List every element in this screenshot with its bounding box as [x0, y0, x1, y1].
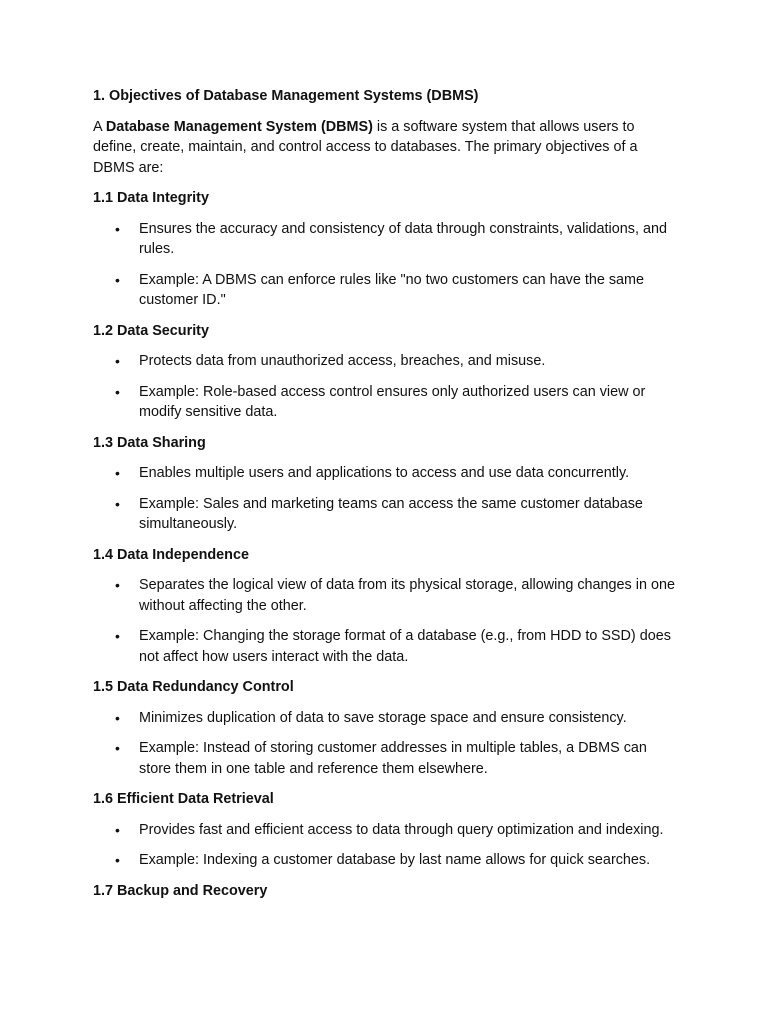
section-heading: 1.3 Data Sharing	[93, 434, 206, 451]
section-heading: 1.4 Data Independence	[93, 546, 249, 563]
section-heading: 1.1 Data Integrity	[93, 190, 209, 206]
bullet-list	[93, 219, 678, 311]
page-title: 1. Objectives of Database Management Systems (DBMS)	[93, 88, 479, 104]
list-item	[93, 351, 678, 372]
list-item-text: Example: Changing the storage format of a database (e.g., from HDD to SSD) does not affect how users interact with the data.	[139, 628, 671, 665]
list-item-text: Separates the logical view of data from its physical storage, allowing changes in one without affecting the other.	[139, 577, 675, 614]
list-item-text: Minimizes duplication of data to save storage space and ensure consistency.	[139, 709, 627, 726]
list-item	[93, 270, 678, 311]
intro-rest: is a software system that allows users to define, create, maintain, and control access to databases. The primary objectives of a DBMS are:	[93, 118, 638, 176]
list-item	[93, 463, 678, 484]
list-item	[93, 738, 678, 779]
list-item	[93, 382, 678, 423]
bullet-icon: •	[115, 220, 120, 237]
bullet-icon: •	[115, 821, 120, 838]
list-item	[93, 219, 678, 260]
list-item-text: Example: Role-based access control ensures only authorized users can view or modify sensitive data.	[139, 383, 646, 420]
intro-bold-term: Database Management System (DBMS)	[105, 118, 373, 135]
document-page	[93, 86, 678, 911]
bullet-list	[93, 575, 678, 667]
list-item	[93, 708, 678, 729]
list-item-text: Example: Indexing a customer database by last name allows for quick searches.	[139, 852, 651, 868]
list-item-text: Example: Instead of storing customer addresses in multiple tables, a DBMS can store them in one table and reference them elsewhere.	[139, 740, 647, 777]
list-item-text: Provides fast and efficient access to data through query optimization and indexing.	[139, 821, 664, 838]
bullet-icon: •	[115, 495, 120, 512]
list-item-text: Protects data from unauthorized access, breaches, and misuse.	[139, 353, 546, 369]
intro-paragraph	[93, 117, 678, 179]
list-item-text: Enables multiple users and applications to access and use data concurrently.	[139, 465, 630, 481]
section-heading: 1.2 Data Security	[93, 322, 209, 339]
list-item	[93, 850, 678, 871]
bullet-icon: •	[115, 353, 120, 369]
bullet-icon: •	[115, 709, 120, 726]
bullet-list	[93, 351, 678, 423]
list-item	[93, 575, 678, 616]
section-heading: 1.6 Efficient Data Retrieval	[93, 791, 274, 807]
list-item	[93, 626, 678, 667]
bullet-list	[93, 708, 678, 780]
section-heading: 1.7 Backup and Recovery	[93, 882, 268, 899]
bullet-icon: •	[115, 852, 120, 868]
bullet-icon: •	[115, 577, 120, 593]
bullet-icon: •	[115, 628, 120, 644]
list-item-text: Example: Sales and marketing teams can access the same customer database simultaneously.	[139, 495, 643, 532]
bullet-icon: •	[115, 465, 120, 481]
bullet-list	[93, 820, 678, 871]
bullet-list	[93, 463, 678, 535]
section-heading: 1.5 Data Redundancy Control	[93, 679, 294, 695]
list-item	[93, 820, 678, 841]
intro-prefix: A	[93, 118, 106, 135]
bullet-icon: •	[115, 383, 120, 400]
bullet-icon: •	[115, 271, 120, 288]
list-item	[93, 494, 678, 535]
bullet-icon: •	[115, 740, 120, 756]
list-item-text: Ensures the accuracy and consistency of data through constraints, validations, and rules.	[139, 220, 667, 257]
list-item-text: Example: A DBMS can enforce rules like "no two customers can have the same customer ID."	[139, 271, 645, 308]
